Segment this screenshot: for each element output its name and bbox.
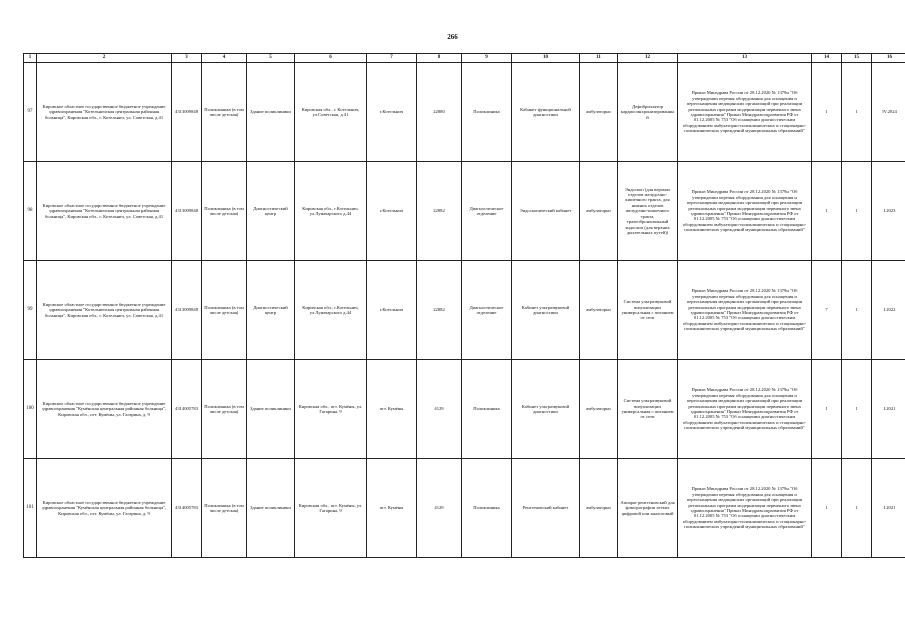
organization-name: Кировское областное государственное бюджетное учреждение здравоохранения "Котельничская центральная районная больница", Кировская обл., г. Котельнич, ул. Советская, д.41 bbox=[37, 162, 172, 261]
row-number: 99 bbox=[24, 261, 37, 360]
care-condition: амбулаторно bbox=[580, 459, 618, 558]
population: 4129 bbox=[417, 360, 462, 459]
locality: г.Котельнич bbox=[367, 63, 417, 162]
cabinet: Кабинет ультразвуковой диагностики bbox=[512, 360, 580, 459]
header-cell: 7 bbox=[367, 54, 417, 63]
quantity-planned: 1 bbox=[842, 162, 872, 261]
inn: 4313009848 bbox=[172, 162, 202, 261]
header-cell: 6 bbox=[295, 54, 367, 63]
deadline: I.2023 bbox=[872, 162, 905, 261]
department: Поликлиника bbox=[462, 459, 512, 558]
quantity-required: 1 bbox=[812, 360, 842, 459]
regulation: Приказ Минздрава России от 28.12.2020 № 1379н "Об утверждении перечня оборудования для оснащения и переоснащения медицинских организаций при реализации региональных программ модернизации первичного звена здравоохранения" Приказ Минздравсоцразвития РФ от 01.12.2005 № 753 "Об оснащении диагностическим оборудованием амбулаторно-поликлинических и стационарно-поликлинических учреждений муниципальных образований" bbox=[678, 63, 812, 162]
department: Поликлиника bbox=[462, 63, 512, 162]
equipment: Эндоскоп (для верхних отделов желудочно-кишечного тракта, для нижних отделов желудочно-кишечного тракта, трахеобронхиальный эндоскоп (для верхних дыхательных путей)) bbox=[618, 162, 678, 261]
building: Диагностический центр bbox=[247, 162, 295, 261]
header-cell: 5 bbox=[247, 54, 295, 63]
row-number: 98 bbox=[24, 162, 37, 261]
locality: г.Котельнич bbox=[367, 261, 417, 360]
quantity-required: 1 bbox=[812, 459, 842, 558]
department: Диагностическое отделение bbox=[462, 162, 512, 261]
care-condition: амбулаторно bbox=[580, 63, 618, 162]
organization-name: Кировское областное государственное бюджетное учреждение здравоохранения "Котельничская центральная районная больница", Кировская обл., г. Котельнич, ул. Советская, д.41 bbox=[37, 261, 172, 360]
equipment-table bbox=[23, 53, 905, 558]
quantity-required: 7 bbox=[812, 261, 842, 360]
table-row bbox=[24, 459, 905, 558]
table-row bbox=[24, 360, 905, 459]
department: Поликлиника bbox=[462, 360, 512, 459]
building: Здание поликлиники bbox=[247, 360, 295, 459]
table-row bbox=[24, 162, 905, 261]
building: Здание поликлиники bbox=[247, 63, 295, 162]
header-cell: 9 bbox=[462, 54, 512, 63]
header-cell: 10 bbox=[512, 54, 580, 63]
page-number: 266 bbox=[447, 33, 458, 41]
locality: г.Котельнич bbox=[367, 162, 417, 261]
row-number: 101 bbox=[24, 459, 37, 558]
regulation: Приказ Минздрава России от 28.12.2020 № 1379н "Об утверждении перечня оборудования для оснащения и переоснащения медицинских организаций при реализации региональных программ модернизации первичного звена здравоохранения" Приказ Минздравсоцразвития РФ от 01.12.2005 № 753 "Об оснащении диагностическим оборудованием амбулаторно-поликлинических и стационарно-поликлинических учреждений муниципальных образований" bbox=[678, 162, 812, 261]
organization-name: Кировское областное государственное бюджетное учреждение здравоохранения "Котельничская центральная районная больница", Кировская обл., г. Котельнич, ул. Советская, д.41 bbox=[37, 63, 172, 162]
address: Кировская обл., г.Котельнич, ул.Луначарского д.44 bbox=[295, 261, 367, 360]
population: 4129 bbox=[417, 459, 462, 558]
inn: 4314005783 bbox=[172, 459, 202, 558]
regulation: Приказ Минздрава России от 28.12.2020 № 1379н "Об утверждении перечня оборудования для оснащения и переоснащения медицинских организаций при реализации региональных программ модернизации первичного звена здравоохранения" Приказ Минздравсоцразвития РФ от 01.12.2005 № 753 "Об оснащении диагностическим оборудованием амбулаторно-поликлинических и стационарно-поликлинических учреждений муниципальных образований" bbox=[678, 261, 812, 360]
header-cell: 16 bbox=[872, 54, 905, 63]
cabinet: Кабинет функциональной диагностики bbox=[512, 63, 580, 162]
equipment: Система ультразвуковой визуализации универсальная с питанием от сети bbox=[618, 261, 678, 360]
population: 22882 bbox=[417, 162, 462, 261]
header-cell: 1 bbox=[24, 54, 37, 63]
deadline: I.2022 bbox=[872, 261, 905, 360]
table-row bbox=[24, 261, 905, 360]
header-cell: 4 bbox=[202, 54, 247, 63]
quantity-planned: 1 bbox=[842, 360, 872, 459]
care-condition: амбулаторно bbox=[580, 162, 618, 261]
population: 22880 bbox=[417, 63, 462, 162]
quantity-required: 1 bbox=[812, 63, 842, 162]
row-number: 100 bbox=[24, 360, 37, 459]
quantity-planned: 1 bbox=[842, 63, 872, 162]
table-row bbox=[24, 63, 905, 162]
locality: пгт. Кумёны bbox=[367, 459, 417, 558]
header-cell: 12 bbox=[618, 54, 678, 63]
cabinet: Рентгеновский кабинет bbox=[512, 459, 580, 558]
inn: 4313009848 bbox=[172, 261, 202, 360]
address: Кировская обл., пгт. Кумёны, ул. Гагарина, 9 bbox=[295, 360, 367, 459]
subdivision-type: Поликлиника (в том числе детская) bbox=[202, 261, 247, 360]
organization-name: Кировское областное государственное бюджетное учреждение здравоохранения "Кумёнская центральная районная больница", Кировская обл., пгт. Кумёны, ул. Гагарина, д. 9 bbox=[37, 459, 172, 558]
header-cell: 14 bbox=[812, 54, 842, 63]
regulation: Приказ Минздрава России от 28.12.2020 № 1379н "Об утверждении перечня оборудования для оснащения и переоснащения медицинских организаций при реализации региональных программ модернизации первичного звена здравоохранения" Приказ Минздравсоцразвития РФ от 01.12.2005 № 753 "Об оснащении диагностическим оборудованием амбулаторно-поликлинических и стационарно-поликлинических учреждений муниципальных образований" bbox=[678, 459, 812, 558]
quantity-planned: 1 bbox=[842, 261, 872, 360]
quantity-planned: 1 bbox=[842, 459, 872, 558]
subdivision-type: Поликлиника (в том числе детская) bbox=[202, 162, 247, 261]
department: Диагностическое отделение bbox=[462, 261, 512, 360]
row-number: 97 bbox=[24, 63, 37, 162]
inn: 4313009848 bbox=[172, 63, 202, 162]
header-cell: 11 bbox=[580, 54, 618, 63]
address: Кировская обл., г. Котельнич, ул.Советская, д.41 bbox=[295, 63, 367, 162]
population: 22882 bbox=[417, 261, 462, 360]
quantity-required: 1 bbox=[812, 162, 842, 261]
deadline: I.2021 bbox=[872, 360, 905, 459]
care-condition: амбулаторно bbox=[580, 360, 618, 459]
header-row bbox=[24, 54, 905, 63]
organization-name: Кировское областное государственное бюджетное учреждение здравоохранения "Кумёнская центральная районная больница", Кировская обл., пгт. Кумёны, ул. Гагарина, д. 9 bbox=[37, 360, 172, 459]
locality: пгт. Кумёны bbox=[367, 360, 417, 459]
subdivision-type: Поликлиника (в том числе детская) bbox=[202, 360, 247, 459]
equipment: Система ультразвуковой визуализации универсальная с питанием от сети bbox=[618, 360, 678, 459]
address: Кировская обл., г.Котельнич, ул.Луначарского д.44 bbox=[295, 162, 367, 261]
inn: 4314005783 bbox=[172, 360, 202, 459]
header-cell: 15 bbox=[842, 54, 872, 63]
equipment: Аппарат рентгеновский для флюорографии легких цифровой или аналоговый bbox=[618, 459, 678, 558]
care-condition: амбулаторно bbox=[580, 261, 618, 360]
header-cell: 3 bbox=[172, 54, 202, 63]
cabinet: Кабинет ультразвуковой диагностики bbox=[512, 261, 580, 360]
deadline: I.2021 bbox=[872, 459, 905, 558]
regulation: Приказ Минздрава России от 28.12.2020 № 1379н "Об утверждении перечня оборудования для оснащения и переоснащения медицинских организаций при реализации региональных программ модернизации первичного звена здравоохранения" Приказ Минздравсоцразвития РФ от 01.12.2005 № 753 "Об оснащении диагностическим оборудованием амбулаторно-поликлинических и стационарно-поликлинических учреждений муниципальных образований" bbox=[678, 360, 812, 459]
header-cell: 8 bbox=[417, 54, 462, 63]
building: Диагностический центр bbox=[247, 261, 295, 360]
cabinet: Эндоскопический кабинет bbox=[512, 162, 580, 261]
subdivision-type: Поликлиника (в том числе детская) bbox=[202, 63, 247, 162]
building: Здание поликлиники bbox=[247, 459, 295, 558]
header-cell: 13 bbox=[678, 54, 812, 63]
deadline: IV.2024 bbox=[872, 63, 905, 162]
address: Кировская обл., пгт. Кумёны, ул. Гагарина, 9 bbox=[295, 459, 367, 558]
header-cell: 2 bbox=[37, 54, 172, 63]
equipment: Дефибриллятор кардиосинхронизированный bbox=[618, 63, 678, 162]
subdivision-type: Поликлиника (в том числе детская) bbox=[202, 459, 247, 558]
